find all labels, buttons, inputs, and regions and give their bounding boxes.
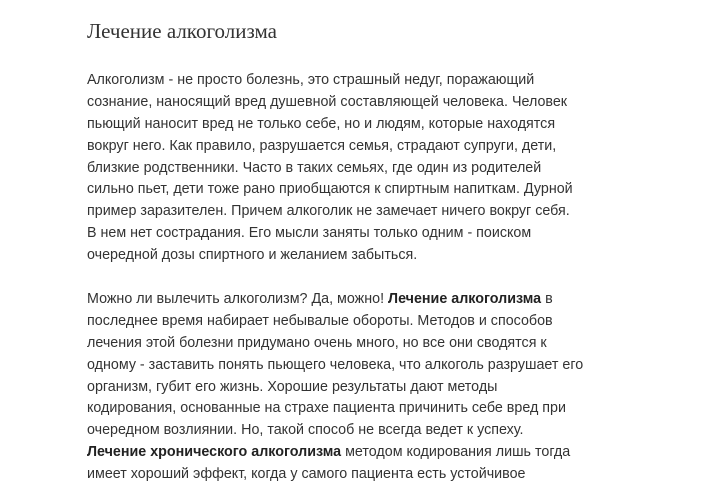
paragraph-line: кодирования, основанные на страхе пациента причинить себе вред при <box>87 400 566 417</box>
plain-text: Можно ли вылечить алкоголизм? Да, можно! <box>87 291 389 307</box>
paragraph-line: близкие родственники. Часто в таких семьях, где один из родителей <box>87 159 542 176</box>
paragraph-intro <box>87 70 647 267</box>
paragraph-treatment <box>87 289 647 486</box>
paragraph-line: одному - заставить понять пьющего человека, что алкоголь разрушает его <box>87 356 584 373</box>
paragraph-line: сильно пьет, дети тоже рано приобщаются к спиртным напиткам. Дурной <box>87 181 573 198</box>
page-title: Лечение алкоголизма <box>87 19 277 43</box>
paragraph-line: организм, губит его жизнь. Хорошие результаты дают методы <box>87 378 498 395</box>
paragraph-line: В нем нет сострадания. Его мысли заняты только одним - поиском <box>87 225 532 242</box>
plain-text: в <box>541 291 553 307</box>
paragraph-line <box>87 442 647 464</box>
paragraph-line: сознание, наносящий вред душевной составляющей человека. Человек <box>87 93 568 110</box>
paragraph-line: имеет хороший эффект, когда у самого пациента есть устойчивое <box>87 466 526 483</box>
paragraph-line <box>87 289 647 311</box>
paragraph-line: очередном возлиянии. Но, такой способ не всегда ведет к успеху. <box>87 422 524 439</box>
paragraph-line: лечения этой болезни придумано очень много, но все они сводятся к <box>87 334 547 351</box>
paragraph-line: пьющий наносит вред не только себе, но и людям, которые находятся <box>87 115 556 132</box>
paragraph-line: Алкоголизм - не просто болезнь, это страшный недуг, поражающий <box>87 72 535 88</box>
paragraph-line: пример заразителен. Причем алкоголик не замечает ничего вокруг себя. <box>87 203 570 220</box>
plain-text: методом кодирования лишь тогда <box>341 444 571 461</box>
bold-keyword: Лечение хронического алкоголизма <box>87 444 342 461</box>
paragraph-line: вокруг него. Как правило, разрушается семья, страдают супруги, дети, <box>87 137 557 154</box>
paragraph-line: последнее время набирает небывалые обороты. Методов и способов <box>87 312 553 329</box>
paragraph-line: очередной дозы спиртного и желанием забыться. <box>87 247 418 264</box>
bold-keyword: Лечение алкоголизма <box>388 291 542 307</box>
